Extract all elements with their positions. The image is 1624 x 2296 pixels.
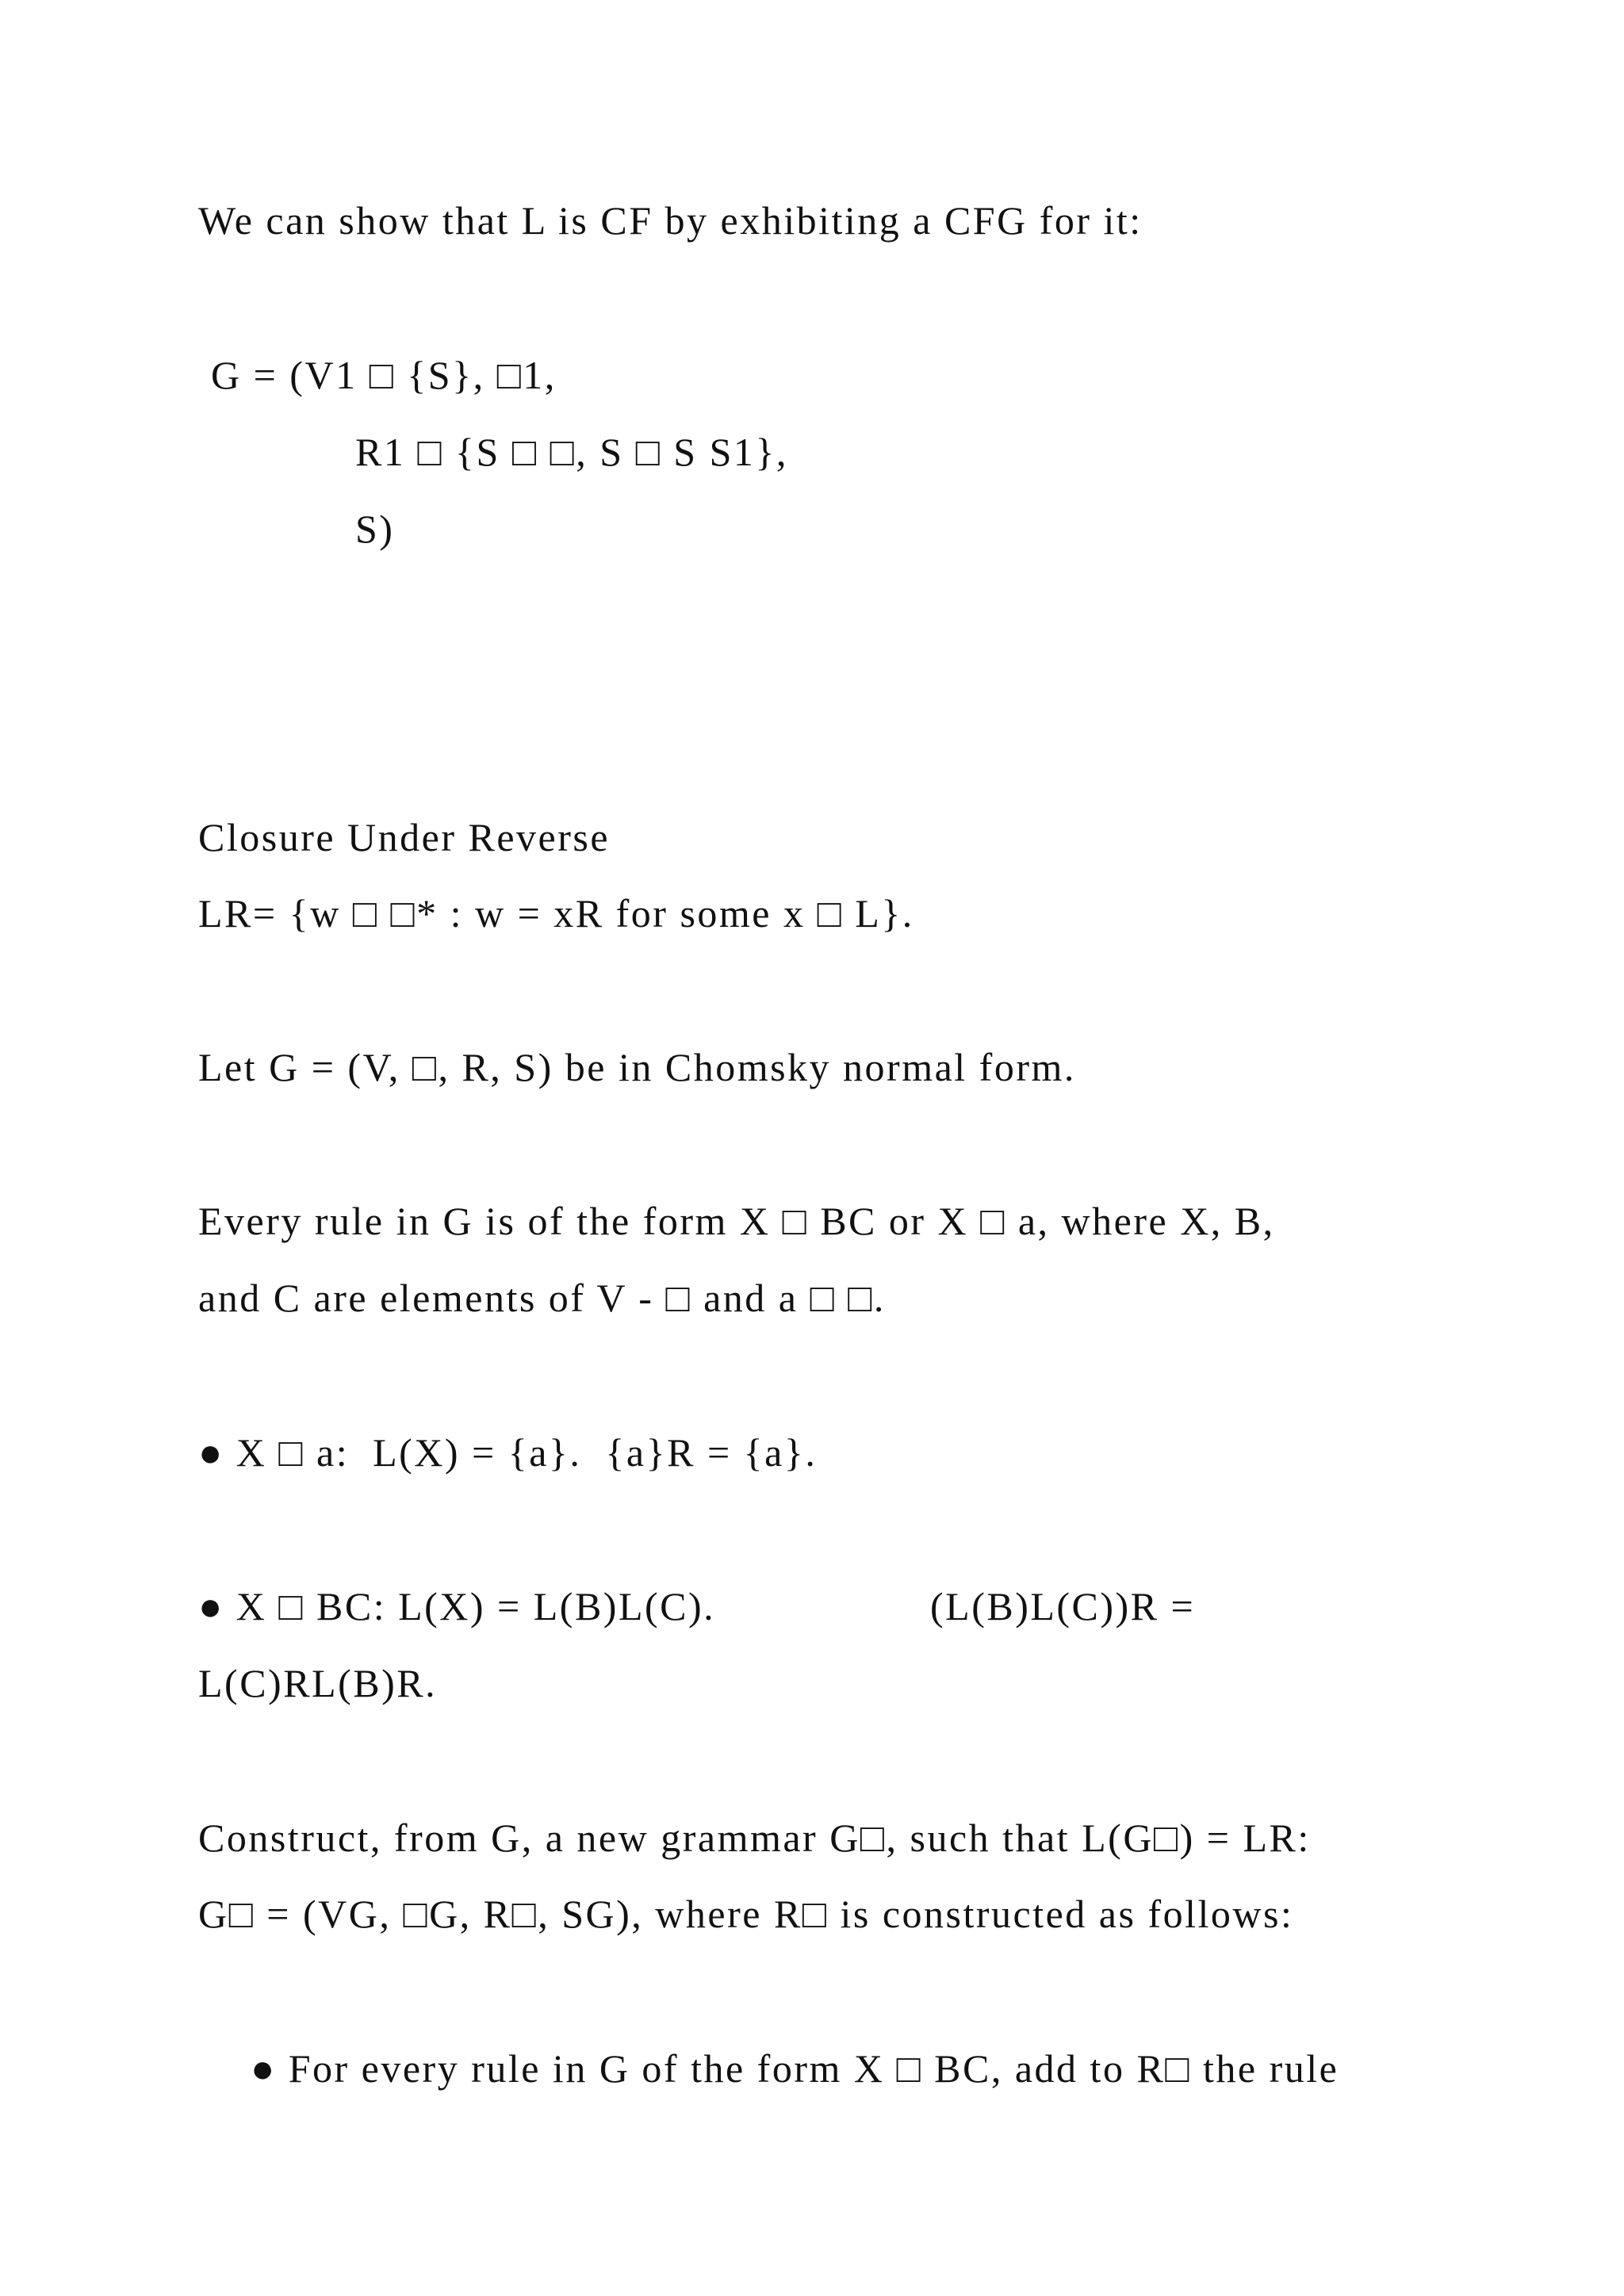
construct-line-1: Construct, from G, a new grammar G□, such that L(G□) = LR: <box>198 1816 1311 1860</box>
bullet-binary-reverse: (L(B)L(C))R = <box>930 1584 1196 1628</box>
grammar-line-1: G = (V1 □ {S}, □1, <box>211 353 557 397</box>
bullet-terminal-rule: ● X □ a: L(X) = {a}. {a}R = {a}. <box>198 1430 818 1475</box>
grammar-line-2: R1 □ {S □ □, S □ S S1}, <box>355 430 788 474</box>
cnf-sentence: Let G = (V, □, R, S) be in Chomsky normal form. <box>198 1045 1076 1089</box>
rule-form-line-1: Every rule in G is of the form X □ BC or X □ a, where X, B, <box>198 1199 1275 1243</box>
section-heading: Closure Under Reverse <box>198 815 611 859</box>
bullet-binary-continuation: L(C)RL(B)R. <box>198 1661 438 1705</box>
reverse-definition: LR= {w □ □* : w = xR for some x □ L}. <box>198 891 914 936</box>
last-bullet: ● For every rule in G of the form X □ BC, add to R□ the rule <box>251 2046 1339 2091</box>
grammar-line-3: S) <box>355 507 395 551</box>
construct-line-2: G□ = (VG, □G, R□, SG), where R□ is constructed as follows: <box>198 1892 1294 1936</box>
intro-text: We can show that L is CF by exhibiting a CFG for it: <box>198 198 1143 243</box>
bullet-binary-rule: ● X □ BC: L(X) = L(B)L(C). <box>198 1584 716 1628</box>
rule-form-line-2: and C are elements of V - □ and a □ □. <box>198 1276 886 1320</box>
